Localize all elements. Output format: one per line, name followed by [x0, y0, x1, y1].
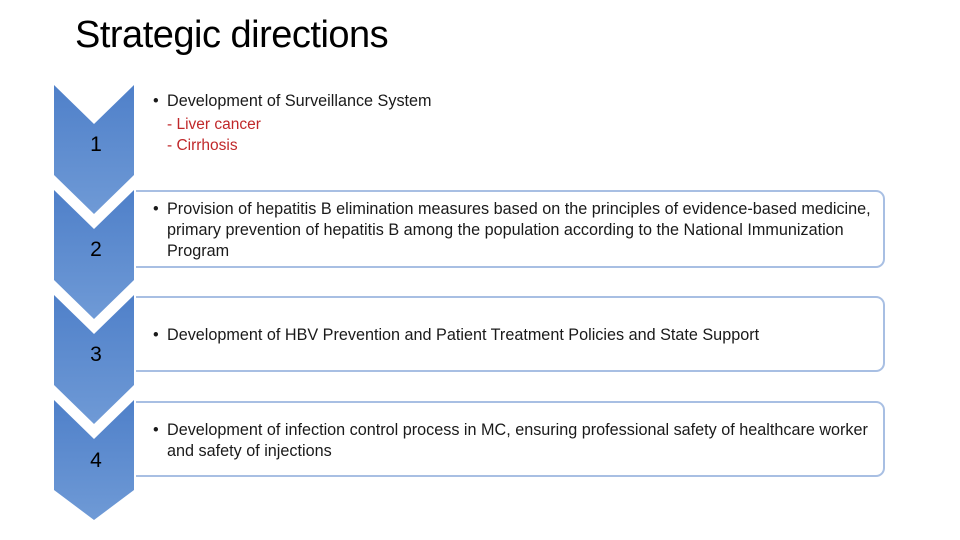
step-1-subitem-1: - Liver cancer — [167, 116, 261, 133]
bullet-dot: • — [153, 200, 159, 218]
step-4-box — [136, 401, 885, 477]
step-4-bullet — [153, 420, 877, 462]
step-1-box — [136, 82, 885, 160]
step-4-text: Development of infection control process in MC, ensuring professional safety of healthcare worker and safety of injections — [167, 421, 868, 460]
step-3-number: 3 — [90, 343, 102, 366]
step-2-number: 2 — [90, 238, 102, 261]
step-1-number: 1 — [90, 133, 102, 156]
page-title: Strategic directions — [75, 14, 389, 56]
step-4-number: 4 — [90, 449, 102, 472]
bullet-dot: • — [153, 326, 159, 344]
step-1-subitem-2: - Cirrhosis — [167, 137, 238, 154]
step-1-bullet — [153, 91, 879, 112]
step-3-bullet — [153, 325, 877, 346]
step-2-text: Provision of hepatitis B elimination measures based on the principles of evidence-based medicine, primary prevention of hepatitis B among the population according to the National Immunization Program — [167, 200, 871, 260]
step-2-box — [136, 190, 885, 268]
bullet-dot: • — [153, 421, 159, 439]
step-3-text: Development of HBV Prevention and Patient Treatment Policies and State Support — [167, 326, 760, 344]
step-1-text: Development of Surveillance System — [167, 92, 432, 110]
step-3-box — [136, 296, 885, 372]
bullet-dot: • — [153, 92, 159, 110]
step-2-bullet — [153, 199, 877, 262]
